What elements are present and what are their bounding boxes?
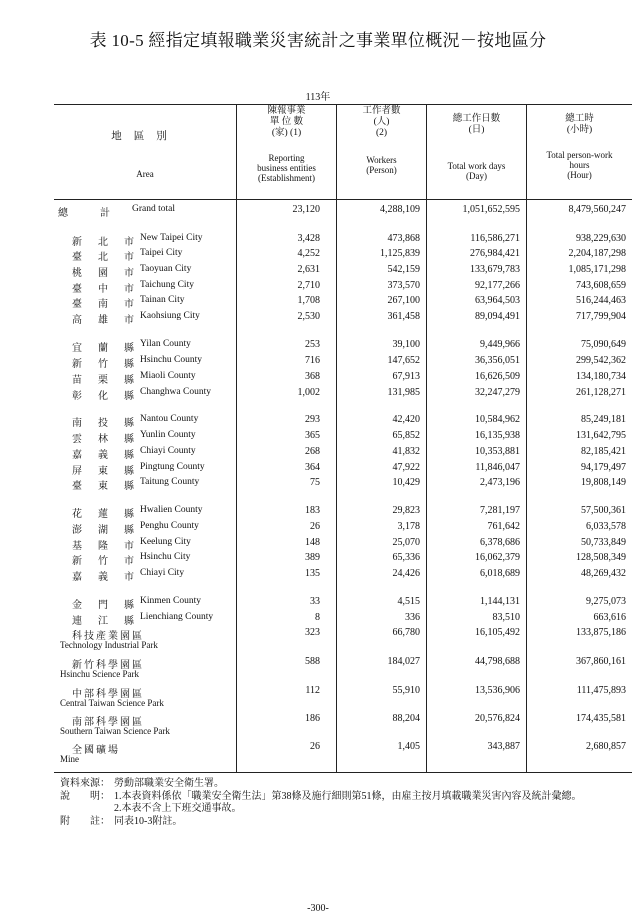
table-row: [54, 713, 632, 736]
row-label-char: 臺: [72, 284, 82, 295]
establishments-value: 8: [315, 612, 320, 623]
row-label-en: Technology Industrial Park: [60, 640, 158, 650]
row-label-en: Yunlin County: [140, 430, 196, 440]
row-label-zh: [72, 537, 134, 552]
establishments-value: 588: [305, 656, 320, 667]
work-hours-value: 938,229,630: [576, 233, 626, 244]
row-label-char: 總: [58, 208, 68, 219]
table-row: [54, 280, 632, 294]
work-days-value: 10,353,881: [475, 446, 520, 457]
establishments-value: 4,252: [297, 248, 320, 259]
row-label-char: 門: [98, 600, 108, 611]
page-number: -300-: [307, 903, 329, 914]
table-row: [54, 446, 632, 460]
table-row: [54, 596, 632, 610]
row-label-char: 市: [124, 556, 134, 567]
row-label-en: Changhwa County: [140, 387, 211, 397]
row-label-char: 花: [72, 509, 82, 520]
header-work-hours-zh: 總工時 (小時): [565, 114, 594, 135]
row-label-en: Mine: [60, 754, 79, 764]
establishments-value: 33: [310, 596, 320, 607]
work-days-value: 6,378,686: [480, 537, 520, 548]
establishments-value: 268: [305, 446, 320, 457]
work-hours-value: 663,616: [593, 612, 626, 623]
establishments-value: 23,120: [292, 204, 320, 215]
row-label-char: 彰: [72, 391, 82, 402]
row-label-char: 竹: [98, 556, 108, 567]
establishments-value: 112: [305, 685, 320, 696]
row-label-zh: [72, 505, 134, 520]
workers-value: 66,780: [392, 627, 420, 638]
header-establishments-zh: 陳報事業 單 位 數 (家) (1): [267, 106, 306, 138]
row-label-char: 縣: [124, 450, 134, 461]
workers-value: 542,159: [387, 264, 420, 275]
row-label-char: 湖: [98, 525, 108, 536]
work-hours-value: 128,508,349: [576, 552, 626, 563]
workers-value: 47,922: [392, 462, 420, 473]
row-label-char: 嘉: [72, 450, 82, 461]
row-label-char: 北: [98, 252, 108, 263]
establishments-value: 253: [305, 339, 320, 350]
table-row: [54, 430, 632, 444]
work-hours-value: 75,090,649: [581, 339, 626, 350]
row-label-en: Taichung City: [140, 280, 194, 290]
workers-value: 147,652: [387, 355, 420, 366]
work-days-value: 16,105,492: [475, 627, 520, 638]
work-hours-value: 743,608,659: [576, 280, 626, 291]
row-label-char: 雲: [72, 434, 82, 445]
row-label-char: 栗: [98, 375, 108, 386]
table-row: [54, 248, 632, 262]
workers-value: 4,515: [397, 596, 420, 607]
header-work-days-en: Total work days (Day): [447, 161, 506, 181]
workers-value: 3,178: [397, 521, 420, 532]
workers-value: 1,405: [397, 741, 420, 752]
work-days-value: 133,679,783: [470, 264, 520, 275]
header-area-en: Area: [136, 169, 154, 179]
work-days-value: 2,473,196: [480, 477, 520, 488]
workers-value: 67,913: [392, 371, 420, 382]
workers-value: 41,832: [392, 446, 420, 457]
table-row: [54, 355, 632, 369]
row-label-zh: [72, 521, 134, 536]
page-title: 表 10-5 經指定填報職業災害統計之事業單位概況－按地區分: [89, 31, 547, 50]
table-row: [54, 521, 632, 535]
work-hours-value: 85,249,181: [581, 414, 626, 425]
establishments-value: 75: [310, 477, 320, 488]
row-label-en: Pingtung County: [140, 462, 205, 472]
row-label-char: 縣: [124, 434, 134, 445]
table-row: [54, 612, 632, 626]
row-label-char: 澎: [72, 525, 82, 536]
work-days-value: 1,144,131: [480, 596, 520, 607]
establishments-value: 389: [305, 552, 320, 563]
row-label-char: 縣: [124, 391, 134, 402]
row-label-zh: [72, 280, 134, 295]
row-label-zh: [72, 387, 134, 402]
row-label-en: Keelung City: [140, 537, 191, 547]
row-label-zh: [72, 311, 134, 326]
row-label-char: 縣: [124, 509, 134, 520]
row-label-zh: [72, 233, 134, 248]
row-label-char: 東: [98, 481, 108, 492]
work-hours-value: 19,808,149: [581, 477, 626, 488]
work-days-value: 20,576,824: [475, 713, 520, 724]
work-hours-value: 1,085,171,298: [568, 264, 626, 275]
row-label-en: Hsinchu County: [140, 355, 203, 365]
row-label-char: 蓮: [98, 509, 108, 520]
row-label-zh: [72, 430, 134, 445]
work-hours-value: 82,185,421: [581, 446, 626, 457]
row-label-char: 縣: [124, 375, 134, 386]
row-label-char: 縣: [124, 525, 134, 536]
work-days-value: 9,449,966: [480, 339, 520, 350]
table-row: [54, 371, 632, 385]
workers-value: 184,027: [387, 656, 420, 667]
work-days-value: 11,846,047: [475, 462, 520, 473]
work-hours-value: 50,733,849: [581, 537, 626, 548]
establishments-value: 26: [310, 521, 320, 532]
row-label-char: 縣: [124, 418, 134, 429]
work-hours-value: 8,479,560,247: [568, 204, 626, 215]
table-row: [54, 295, 632, 309]
work-days-value: 89,094,491: [475, 311, 520, 322]
work-days-value: 10,584,962: [475, 414, 520, 425]
row-label-char: 臺: [72, 252, 82, 263]
header-work-days: [427, 114, 526, 181]
establishments-value: 716: [305, 355, 320, 366]
table-row: [54, 656, 632, 679]
row-label-char: 計: [100, 208, 110, 219]
work-days-value: 32,247,279: [475, 387, 520, 398]
establishments-value: 2,530: [297, 311, 320, 322]
header-establishments: [237, 106, 336, 183]
establishments-value: 323: [305, 627, 320, 638]
row-label-en: Grand total: [132, 204, 176, 214]
work-hours-value: 299,542,362: [576, 355, 626, 366]
table-bottom-rule: [54, 772, 632, 773]
row-label-zh: [72, 596, 134, 611]
row-label-char: 宜: [72, 343, 82, 354]
row-label-en: Nantou County: [140, 414, 199, 424]
row-label-char: 縣: [124, 343, 134, 354]
workers-value: 267,100: [387, 295, 420, 306]
work-days-value: 44,798,688: [475, 656, 520, 667]
row-label-en: Miaoli County: [140, 371, 196, 381]
row-label-en: Penghu County: [140, 521, 199, 531]
row-label-char: 縣: [124, 481, 134, 492]
work-hours-value: 367,860,161: [576, 656, 626, 667]
workers-value: 65,336: [392, 552, 420, 563]
row-label-zh: [72, 568, 134, 583]
establishments-value: 293: [305, 414, 320, 425]
row-label-char: 市: [124, 284, 134, 295]
row-label-en: Taipei City: [140, 248, 183, 258]
row-label-char: 連: [72, 616, 82, 627]
establishments-value: 2,710: [297, 280, 320, 291]
table-year: 113年: [305, 92, 331, 103]
row-label-zh: [72, 248, 134, 263]
work-days-value: 343,887: [487, 741, 520, 752]
row-label-char: 義: [98, 572, 108, 583]
row-label-en: Southern Taiwan Science Park: [60, 726, 170, 736]
establishments-value: 1,708: [297, 295, 320, 306]
note-source: 資料來源： 勞動部職業安全衛生署。: [60, 778, 224, 789]
work-days-value: 13,536,906: [475, 685, 520, 696]
work-days-value: 16,626,509: [475, 371, 520, 382]
work-hours-value: 717,799,904: [576, 311, 626, 322]
row-label-zh: [72, 355, 134, 370]
row-label-zh: [72, 446, 134, 461]
row-label-en: Lienchiang County: [140, 612, 214, 622]
row-label-char: 隆: [98, 541, 108, 552]
work-days-value: 6,018,689: [480, 568, 520, 579]
row-label-zh: [72, 371, 134, 386]
work-hours-value: 174,435,581: [576, 713, 626, 724]
row-label-en: Yilan County: [140, 339, 191, 349]
work-hours-value: 111,475,893: [576, 685, 626, 696]
row-label-zh: [72, 477, 134, 492]
row-label-en: Kaohsiung City: [140, 311, 200, 321]
table-row: [54, 568, 632, 582]
row-label-char: 縣: [124, 466, 134, 477]
row-label-zh: [72, 339, 134, 354]
header-work-days-zh: 總工作日數 (日): [452, 114, 501, 135]
table-row: [54, 414, 632, 428]
header-workers-en: Workers (Person): [366, 155, 397, 175]
workers-value: 4,288,109: [380, 204, 420, 215]
row-label-zh: [72, 612, 134, 627]
row-label-char: 縣: [124, 616, 134, 627]
table-top-rule: [54, 104, 632, 105]
row-label-char: 金: [72, 600, 82, 611]
work-hours-value: 133,875,186: [576, 627, 626, 638]
row-label-zh: 新竹科學園區: [72, 660, 144, 671]
work-hours-value: 57,500,361: [581, 505, 626, 516]
row-label-zh: [58, 204, 110, 219]
workers-value: 24,426: [392, 568, 420, 579]
table-row: [54, 204, 632, 218]
work-days-value: 36,356,051: [475, 355, 520, 366]
row-label-en: Taitung County: [140, 477, 200, 487]
table-row: [54, 462, 632, 476]
row-label-char: 縣: [124, 359, 134, 370]
row-label-char: 竹: [98, 359, 108, 370]
table-row: [54, 264, 632, 278]
row-label-char: 義: [98, 450, 108, 461]
establishments-value: 3,428: [297, 233, 320, 244]
row-label-char: 園: [98, 268, 108, 279]
work-hours-value: 261,128,271: [576, 387, 626, 398]
table-header-rule: [54, 199, 632, 200]
workers-value: 473,868: [387, 233, 420, 244]
row-label-en: Hsinchu Science Park: [60, 669, 139, 679]
row-label-char: 市: [124, 572, 134, 583]
row-label-char: 高: [72, 315, 82, 326]
work-days-value: 83,510: [492, 612, 520, 623]
note-explanation: 說 明： 1.本表資料係依「職業安全衛生法」第38條及施行細則第51條，由雇主按月填載職業災害內容及統計彙總。 2.本表不含上下班交通事故。: [60, 790, 582, 814]
row-label-char: 中: [98, 284, 108, 295]
header-establishments-en: Reporting business entities (Establishment): [257, 153, 316, 183]
work-days-value: 276,984,421: [470, 248, 520, 259]
header-work-hours: [527, 114, 632, 180]
row-label-char: 蘭: [98, 343, 108, 354]
workers-value: 10,429: [392, 477, 420, 488]
workers-value: 42,420: [392, 414, 420, 425]
workers-value: 88,204: [392, 713, 420, 724]
row-label-char: 市: [124, 541, 134, 552]
row-label-char: 市: [124, 237, 134, 248]
row-label-char: 林: [98, 434, 108, 445]
header-area-zh: 地區別: [111, 131, 179, 142]
row-label-char: 基: [72, 541, 82, 552]
row-label-en: Taoyuan City: [140, 264, 192, 274]
header-work-hours-en: Total person-work hours (Hour): [546, 150, 613, 180]
row-label-en: Chiayi County: [140, 446, 196, 456]
work-days-value: 16,135,938: [475, 430, 520, 441]
row-label-char: 雄: [98, 315, 108, 326]
table-row: [54, 537, 632, 551]
workers-value: 336: [405, 612, 420, 623]
row-label-char: 嘉: [72, 572, 82, 583]
row-label-en: Kinmen County: [140, 596, 201, 606]
row-label-zh: 中部科學園區: [72, 689, 144, 700]
establishments-value: 26: [310, 741, 320, 752]
establishments-value: 148: [305, 537, 320, 548]
row-label-char: 化: [98, 391, 108, 402]
work-days-value: 116,586,271: [470, 233, 520, 244]
row-label-zh: [72, 264, 134, 279]
row-label-char: 市: [124, 268, 134, 279]
row-label-char: 南: [72, 418, 82, 429]
workers-value: 39,100: [392, 339, 420, 350]
row-label-char: 新: [72, 556, 82, 567]
table-row: [54, 627, 632, 650]
work-days-value: 92,177,266: [475, 280, 520, 291]
work-hours-value: 48,269,432: [581, 568, 626, 579]
workers-value: 373,570: [387, 280, 420, 291]
work-hours-value: 2,680,857: [586, 741, 626, 752]
establishments-value: 365: [305, 430, 320, 441]
table-row: [54, 387, 632, 401]
row-label-char: 市: [124, 315, 134, 326]
header-workers: [337, 106, 426, 175]
establishments-value: 2,631: [297, 264, 320, 275]
establishments-value: 186: [305, 713, 320, 724]
row-label-char: 北: [98, 237, 108, 248]
row-label-char: 臺: [72, 481, 82, 492]
row-label-char: 縣: [124, 600, 134, 611]
work-hours-value: 131,642,795: [576, 430, 626, 441]
row-label-en: Chiayi City: [140, 568, 185, 578]
work-days-value: 7,281,197: [480, 505, 520, 516]
row-label-char: 新: [72, 359, 82, 370]
row-label-zh: [72, 462, 134, 477]
row-label-char: 南: [98, 299, 108, 310]
table-row: [54, 233, 632, 247]
establishments-value: 364: [305, 462, 320, 473]
table-row: [54, 311, 632, 325]
workers-value: 131,985: [387, 387, 420, 398]
workers-value: 361,458: [387, 311, 420, 322]
work-days-value: 1,051,652,595: [462, 204, 520, 215]
row-label-zh: [72, 295, 134, 310]
table-row: [54, 477, 632, 491]
establishments-value: 183: [305, 505, 320, 516]
row-label-zh: 南部科學園區: [72, 717, 144, 728]
row-label-zh: 科技產業園區: [72, 631, 144, 642]
row-label-char: 桃: [72, 268, 82, 279]
row-label-en: New Taipei City: [140, 233, 203, 243]
workers-value: 1,125,839: [380, 248, 420, 259]
header-workers-zh: 工作者數 (人) (2): [362, 106, 401, 138]
row-label-char: 江: [98, 616, 108, 627]
work-days-value: 761,642: [487, 521, 520, 532]
row-label-en: Tainan City: [140, 295, 185, 305]
work-hours-value: 2,204,187,298: [568, 248, 626, 259]
establishments-value: 368: [305, 371, 320, 382]
establishments-value: 1,002: [297, 387, 320, 398]
row-label-en: Central Taiwan Science Park: [60, 698, 164, 708]
table-row: [54, 685, 632, 708]
work-hours-value: 134,180,734: [576, 371, 626, 382]
workers-value: 25,070: [392, 537, 420, 548]
table-row: [54, 741, 632, 764]
work-hours-value: 6,033,578: [586, 521, 626, 532]
row-label-char: 投: [98, 418, 108, 429]
work-hours-value: 516,244,463: [576, 295, 626, 306]
row-label-zh: 全國礦場: [72, 745, 120, 756]
row-label-char: 東: [98, 466, 108, 477]
establishments-value: 135: [305, 568, 320, 579]
work-days-value: 16,062,379: [475, 552, 520, 563]
table-row: [54, 505, 632, 519]
row-label-zh: [72, 552, 134, 567]
workers-value: 29,823: [392, 505, 420, 516]
table-row: [54, 339, 632, 353]
row-label-char: 市: [124, 299, 134, 310]
row-label-char: 屏: [72, 466, 82, 477]
workers-value: 55,910: [392, 685, 420, 696]
workers-value: 65,852: [392, 430, 420, 441]
row-label-char: 市: [124, 252, 134, 263]
work-hours-value: 94,179,497: [581, 462, 626, 473]
work-days-value: 63,964,503: [475, 295, 520, 306]
row-label-char: 新: [72, 237, 82, 248]
row-label-en: Hsinchu City: [140, 552, 191, 562]
row-label-char: 臺: [72, 299, 82, 310]
notes-section: [60, 778, 582, 828]
table-row: [54, 552, 632, 566]
row-label-char: 苗: [72, 375, 82, 386]
note-remark: 附 註： 同表10-3附註。: [60, 815, 183, 827]
work-hours-value: 9,275,073: [586, 596, 626, 607]
row-label-zh: [72, 414, 134, 429]
row-label-en: Hwalien County: [140, 505, 203, 515]
